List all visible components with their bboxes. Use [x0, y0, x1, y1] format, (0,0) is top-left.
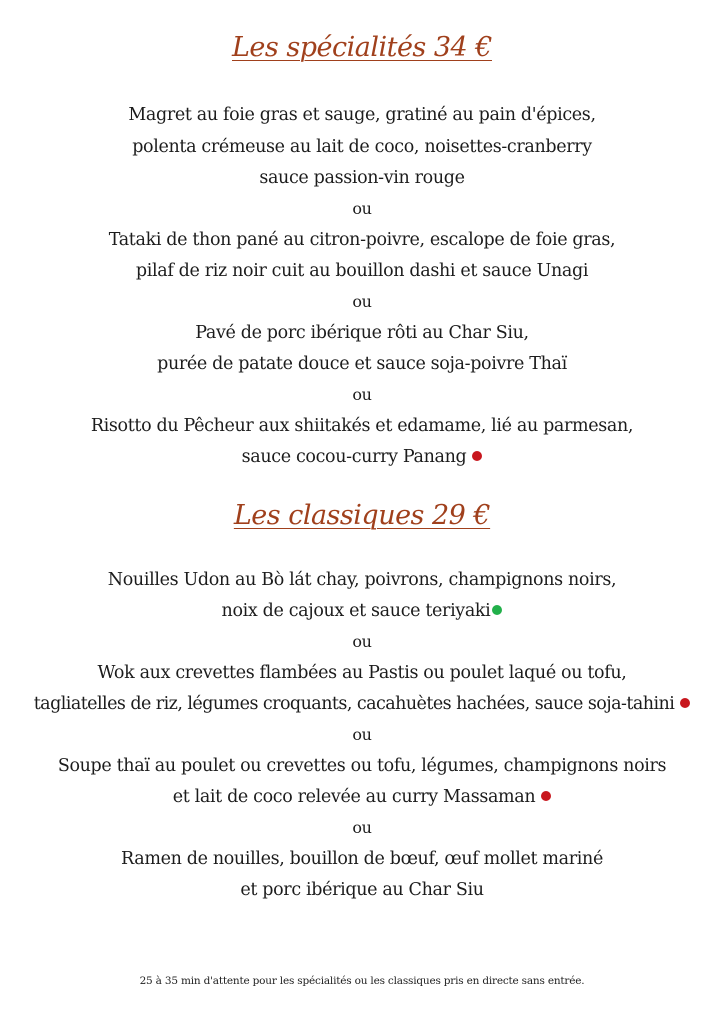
red-dot-icon	[472, 451, 482, 461]
or-separator: ou	[352, 199, 372, 218]
classiques-title: Les classiques 29 €	[233, 500, 491, 531]
menu-line-text: et lait de coco relevée au curry Massaman	[172, 787, 536, 807]
or-separator: ou	[352, 725, 372, 744]
red-dot-icon	[680, 698, 690, 708]
red-dot-icon	[541, 791, 551, 801]
menu-line-text: noix de cajoux et sauce teriyaki	[221, 601, 491, 621]
or-separator: ou	[352, 632, 372, 651]
menu-line: et porc ibérique au Char Siu	[240, 880, 484, 900]
menu-line: Soupe thaï au poulet ou crevettes ou tofu, légumes, champignons noirs	[57, 756, 667, 776]
menu-line: Risotto du Pêcheur aux shiitakés et edamame, lié au parmesan,	[90, 416, 634, 436]
menu-line-text: sauce cocou-curry Panang	[241, 447, 467, 467]
menu-line: Wok aux crevettes flambées au Pastis ou poulet laqué ou tofu,	[97, 663, 627, 683]
menu-line: polenta crémeuse au lait de coco, noisettes-cranberry	[132, 137, 592, 157]
or-separator: ou	[352, 292, 372, 311]
menu-line: Nouilles Udon au Bò lát chay, poivrons, champignons noirs,	[107, 570, 617, 590]
or-separator: ou	[352, 818, 372, 837]
menu-line-veg	[0, 600, 724, 622]
footnote: 25 à 35 min d'attente pour les spécialités ou les classiques pris en directe sans entrée.	[139, 975, 585, 987]
menu-line-spicy	[0, 786, 724, 808]
menu-line: Ramen de nouilles, bouillon de bœuf, œuf mollet mariné	[121, 849, 603, 869]
menu-line-spicy	[0, 693, 724, 715]
menu-line: sauce passion-vin rouge	[259, 168, 465, 188]
or-separator: ou	[352, 385, 372, 404]
menu-line-text: tagliatelles de riz, légumes croquants, cacahuètes hachées, sauce soja-tahini	[33, 694, 675, 714]
menu-line: Pavé de porc ibérique rôti au Char Siu,	[195, 323, 529, 343]
menu-line: purée de patate douce et sauce soja-poivre Thaï	[157, 354, 567, 374]
menu-line: Magret au foie gras et sauge, gratiné au pain d'épices,	[128, 105, 596, 125]
green-dot-icon	[492, 605, 502, 615]
specialites-title: Les spécialités 34 €	[232, 32, 492, 63]
menu-line-spicy	[0, 446, 724, 468]
menu-line: Tataki de thon pané au citron-poivre, escalope de foie gras,	[108, 230, 616, 250]
menu-line: pilaf de riz noir cuit au bouillon dashi et sauce Unagi	[135, 261, 589, 281]
